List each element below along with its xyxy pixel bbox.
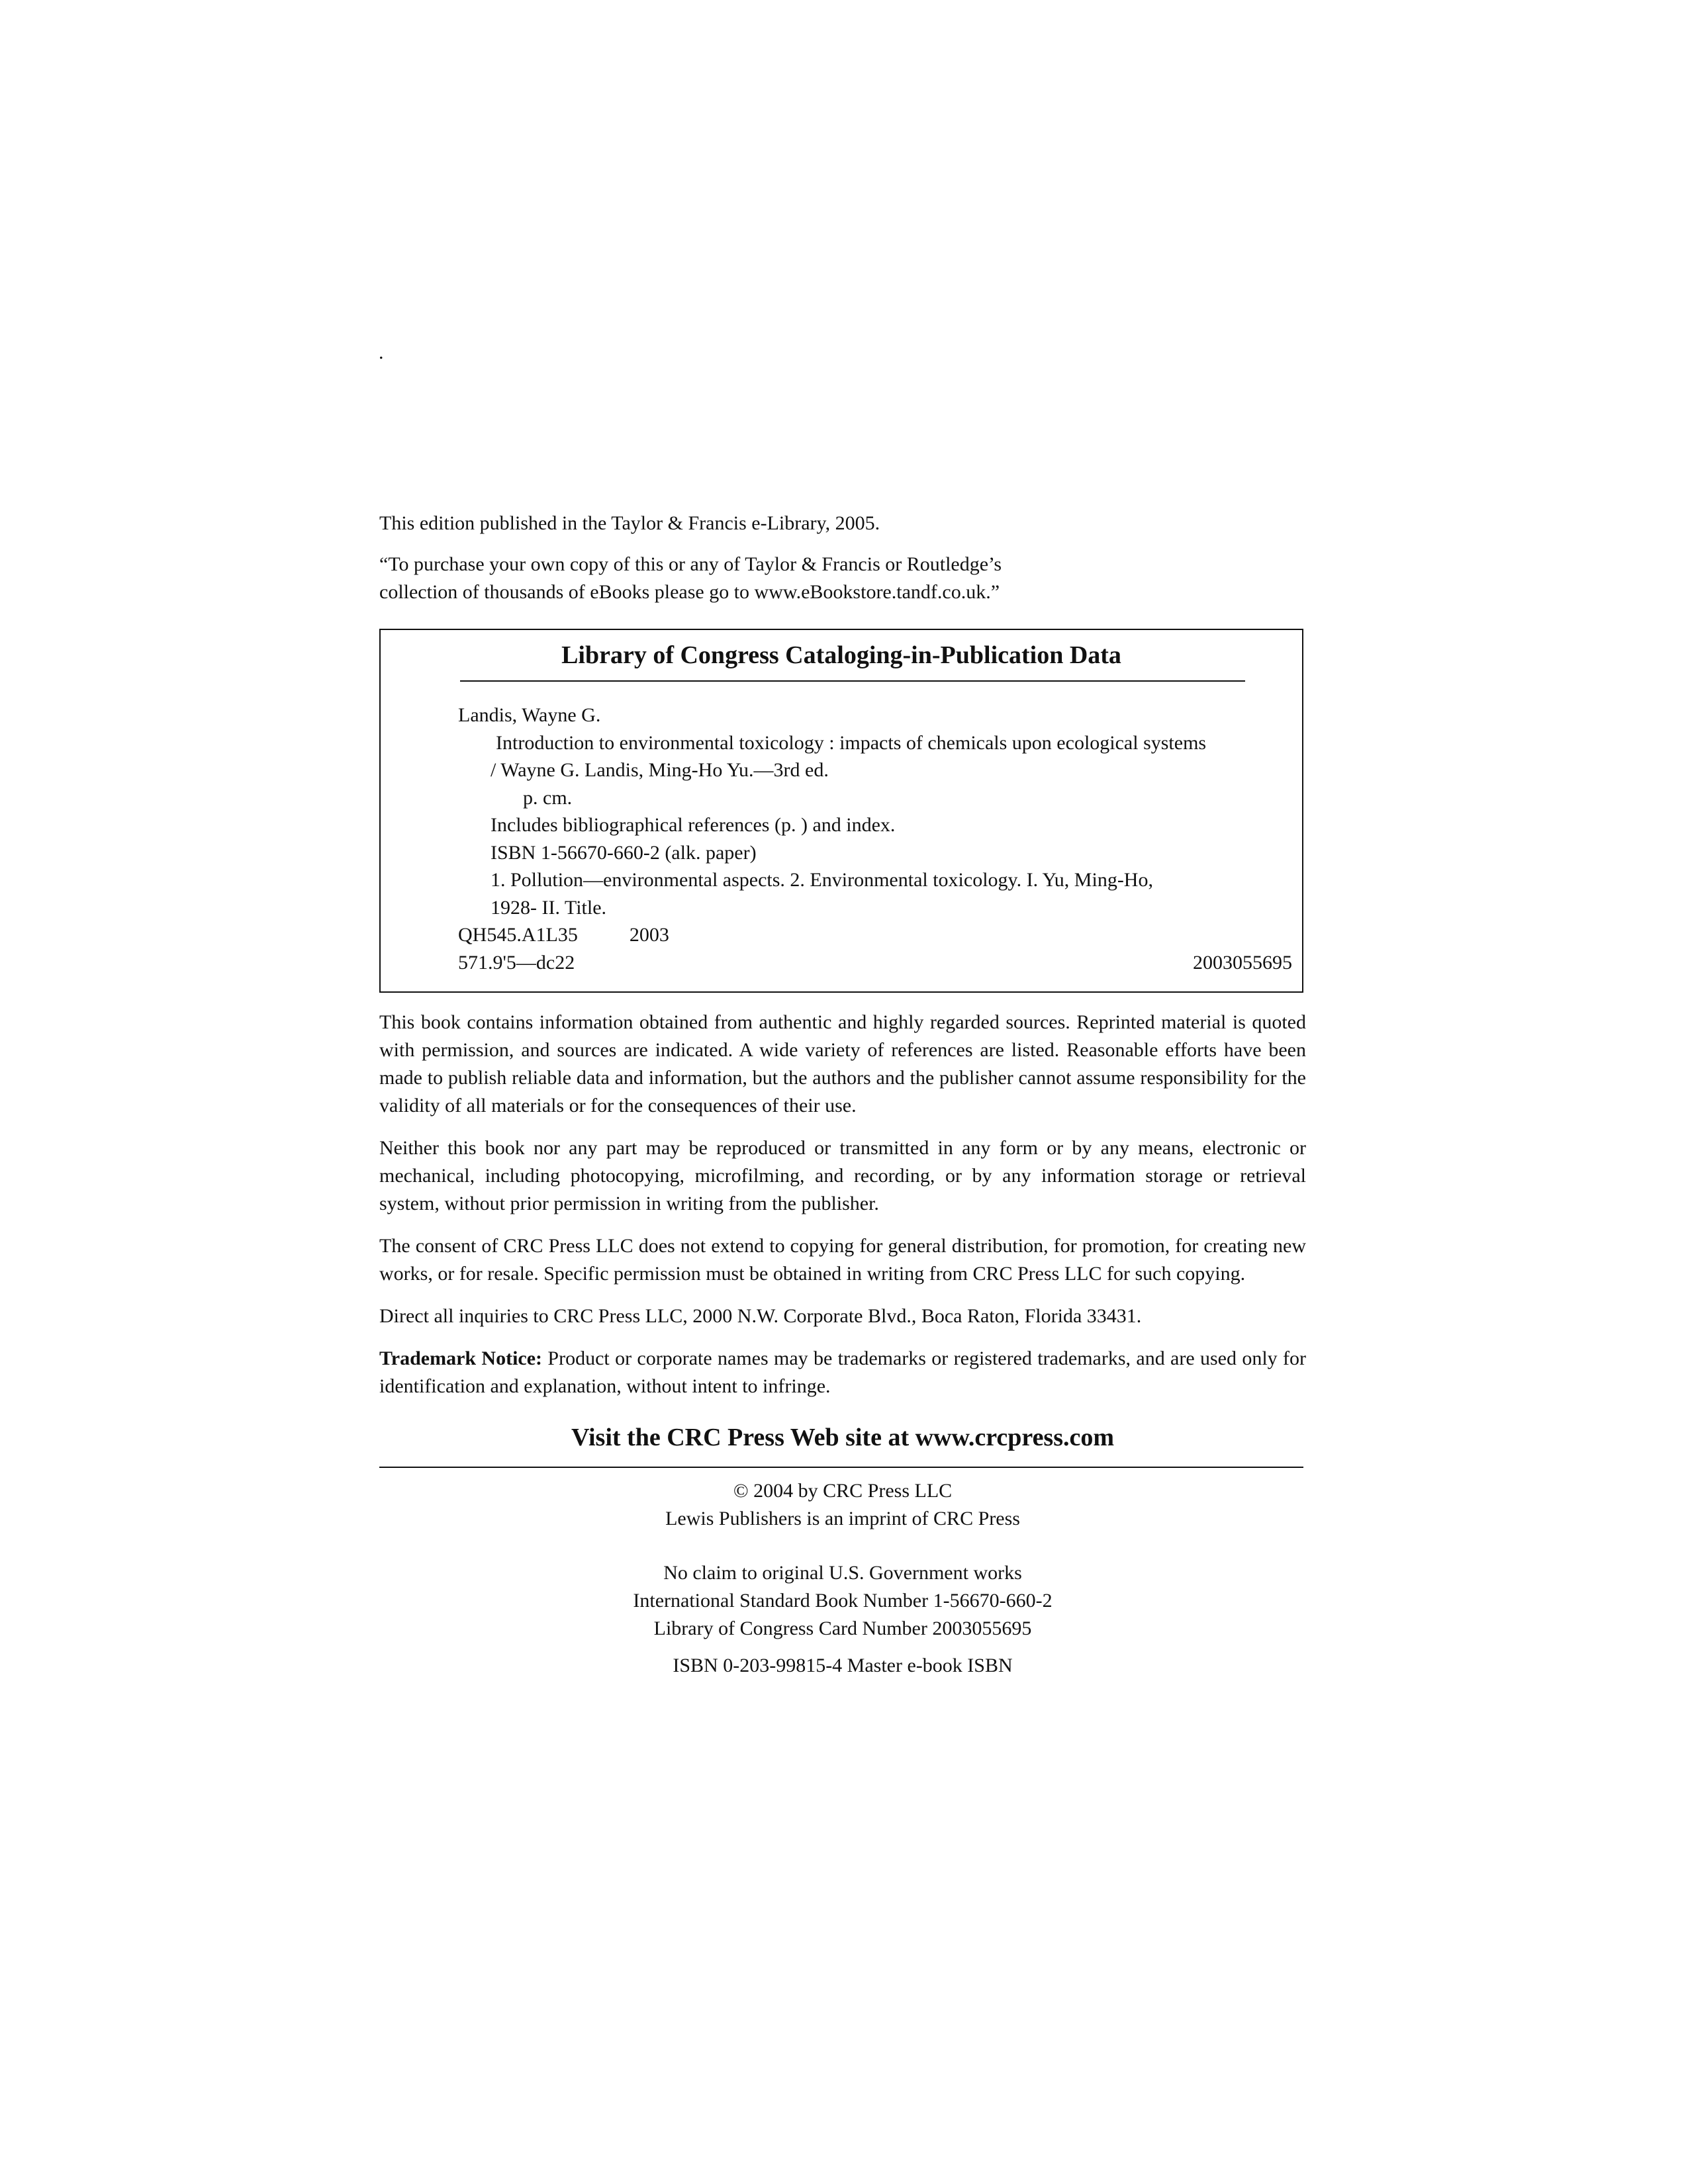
lccn-line: Library of Congress Card Number 2003055695 [653, 1617, 1032, 1639]
cip-title: Library of Congress Cataloging-in-Publication Data [561, 641, 1121, 669]
cip-pages: p. cm. [523, 786, 573, 809]
cip-record [458, 702, 1299, 976]
cip-data-box [379, 629, 1303, 993]
trademark-paragraph [379, 1345, 1306, 1400]
reproduction-paragraph: Neither this book nor any part may be reproduced or transmitted in any form or by any means, electronic or mechanical, including photocopying, microfilming, and recording, or by any information storage or retrieval system, without prior permission in writing from the publisher. [379, 1137, 1306, 1214]
copyright-line: © 2004 by CRC Press LLC [733, 1480, 953, 1502]
edition-line: This edition published in the Taylor & Francis e-Library, 2005. [379, 512, 880, 534]
imprint-line: Lewis Publishers is an imprint of CRC Press [665, 1508, 1020, 1529]
cip-dewey: 571.9'5—dc22 [458, 951, 575, 974]
purchase-notice [379, 551, 1306, 606]
isbn-line: International Standard Book Number 1-56670-660-2 [633, 1590, 1053, 1612]
cip-call-number: QH545.A1L35 [458, 924, 578, 946]
sources-paragraph: This book contains information obtained from authentic and highly regarded sources. Reprinted material is quoted with permission, and sources are indicated. A wide variety of references are listed. Reasonable efforts have been made to publish reliable data and information, but the authors and the publisher cannot assume responsibility for the validity of all materials or for the consequences of their use. [379, 1011, 1306, 1116]
inquiries-paragraph: Direct all inquiries to CRC Press LLC, 2000 N.W. Corporate Blvd., Boca Raton, Florida 33431. [379, 1305, 1142, 1327]
government-works-line: No claim to original U.S. Government works [663, 1562, 1022, 1584]
stray-mark: . [379, 341, 384, 363]
cip-subjects-line-1: 1. Pollution—environmental aspects. 2. Environmental toxicology. I. Yu, Ming-Ho, [491, 869, 1153, 891]
cip-classification-row [458, 949, 1292, 977]
consent-paragraph: The consent of CRC Press LLC does not extend to copying for general distribution, for promotion, for creating new works, or for resale. Specific permission must be obtained in writing from CRC Press LLC for such copying. [379, 1235, 1306, 1285]
purchase-line-2: collection of thousands of eBooks please go to www.eBookstore.tandf.co.uk.” [379, 581, 1000, 603]
ebook-isbn-line: ISBN 0-203-99815-4 Master e-book ISBN [673, 1655, 1013, 1676]
trademark-label: Trademark Notice: [379, 1347, 543, 1369]
copyright-block [379, 1477, 1306, 1680]
cip-bibliography: Includes bibliographical references (p. ) and index. [491, 814, 896, 836]
purchase-line-1: “To purchase your own copy of this or any of Taylor & Francis or Routledge’s [379, 553, 1002, 575]
visit-website-line: Visit the CRC Press Web site at www.crcpress.com [571, 1424, 1115, 1451]
cip-call-number-row [458, 921, 1299, 949]
cip-call-year: 2003 [629, 924, 669, 946]
section-rule [379, 1467, 1303, 1468]
cip-author: Landis, Wayne G. [458, 704, 601, 726]
cip-lccn: 2003055695 [1193, 951, 1292, 974]
page-content [379, 510, 1306, 1680]
cip-subjects-line-2: 1928- II. Title. [491, 896, 607, 919]
cip-title-line-2: / Wayne G. Landis, Ming-Ho Yu.—3rd ed. [491, 759, 829, 781]
cip-title-rule [460, 680, 1245, 682]
cip-title-line-1: Introduction to environmental toxicology : impacts of chemicals upon ecological systems [496, 731, 1207, 754]
trademark-text: Product or corporate names may be trademarks or registered trademarks, and are used only for identification and explanation, without intent to infringe. [379, 1347, 1307, 1397]
cip-isbn: ISBN 1-56670-660-2 (alk. paper) [491, 841, 757, 864]
